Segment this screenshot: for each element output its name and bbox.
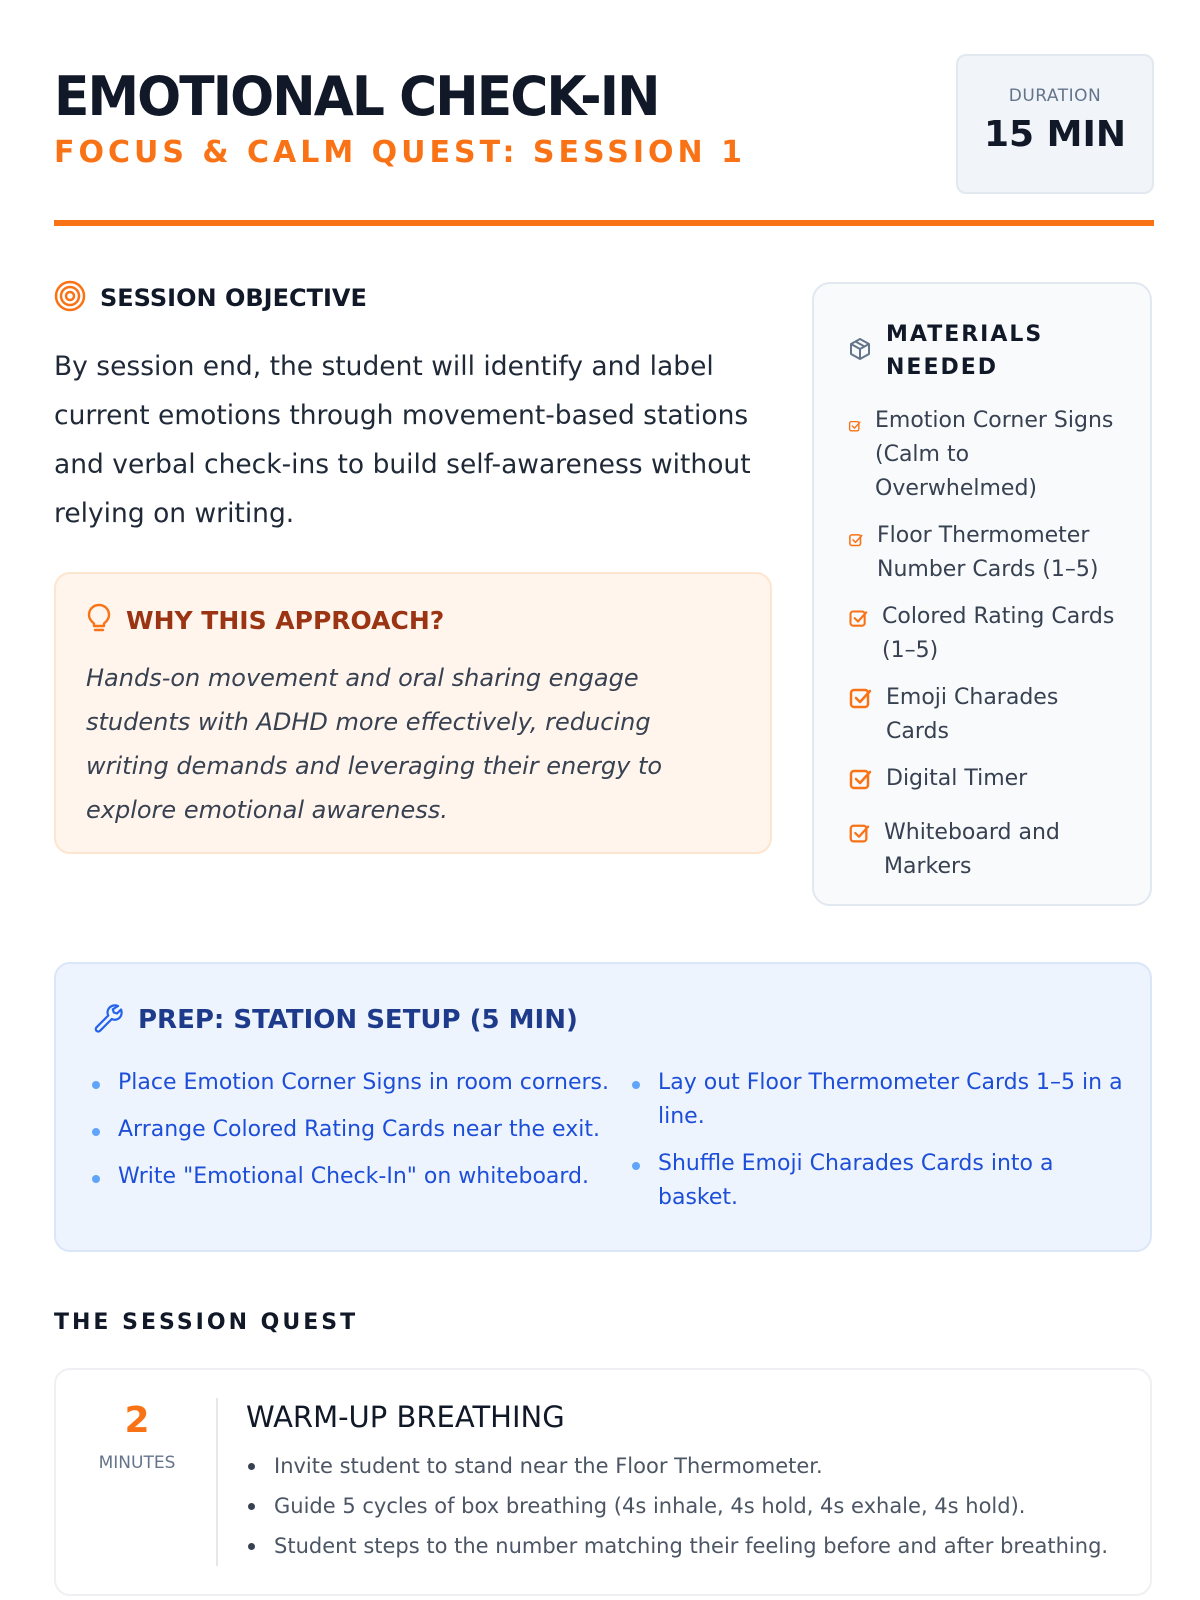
step-duration xyxy=(96,1400,178,1473)
prep-panel xyxy=(54,962,1152,1252)
list-item: Invite student to stand near the Floor Thermometer. xyxy=(246,1446,1126,1486)
material-label: Colored Rating Cards (1–5) xyxy=(882,604,1115,663)
duration-value: 15 MIN xyxy=(984,114,1126,155)
wrench-icon xyxy=(92,1002,124,1038)
list-item xyxy=(848,762,1126,803)
why-approach-callout xyxy=(54,572,772,854)
materials-list xyxy=(848,404,1126,884)
prep-list-right xyxy=(632,1066,1132,1228)
step-minutes: 2 xyxy=(124,1400,150,1441)
list-item xyxy=(848,816,1126,884)
page-subtitle: FOCUS & CALM QUEST: SESSION 1 xyxy=(54,135,746,170)
step-minutes-unit: MINUTES xyxy=(98,1453,176,1473)
list-item: Student steps to the number matching their feeling before and after breathing. xyxy=(246,1526,1126,1566)
step-bullets xyxy=(246,1446,1126,1566)
list-item xyxy=(848,519,1126,587)
quest-step xyxy=(54,1368,1152,1596)
list-item: Lay out Floor Thermometer Cards 1–5 in a line. xyxy=(632,1066,1132,1134)
duration-badge xyxy=(956,54,1154,194)
material-label: Emotion Corner Signs (Calm to Overwhelmed) xyxy=(875,408,1114,501)
why-text: Hands-on movement and oral sharing engage students with ADHD more effectively, reducing writing demands and leveraging their energy to explore emotional awareness. xyxy=(86,664,663,824)
why-heading: WHY THIS APPROACH? xyxy=(126,605,445,635)
list-item: Place Emotion Corner Signs in room corners. xyxy=(92,1066,632,1100)
checkbox-icon xyxy=(848,687,872,722)
step-divider xyxy=(216,1398,218,1566)
step-title: WARM-UP BREATHING xyxy=(246,1400,565,1434)
page-title: EMOTIONAL CHECK-IN xyxy=(54,65,659,128)
target-icon xyxy=(54,280,86,316)
list-item xyxy=(848,600,1126,668)
materials-heading: MATERIALS NEEDED xyxy=(886,322,1044,380)
header-divider xyxy=(54,220,1154,226)
prep-list-left xyxy=(92,1066,632,1228)
checkbox-icon xyxy=(848,525,863,559)
objective-heading: SESSION OBJECTIVE xyxy=(100,284,367,312)
list-item: Write "Emotional Check-In" on whiteboard. xyxy=(92,1160,632,1194)
material-label: Emoji Charades Cards xyxy=(886,685,1059,744)
checkbox-icon xyxy=(848,768,872,803)
list-item: Guide 5 cycles of box breathing (4s inhale, 4s hold, 4s exhale, 4s hold). xyxy=(246,1486,1126,1526)
objective-text: By session end, the student will identify and label current emotions through movement-based stations and verbal check-ins to build self-awareness without relying on writing. xyxy=(54,351,751,529)
duration-label: DURATION xyxy=(1008,86,1102,106)
session-objective xyxy=(54,280,774,538)
quest-heading: THE SESSION QUEST xyxy=(54,1310,359,1335)
prep-heading: PREP: STATION SETUP (5 MIN) xyxy=(138,1005,578,1035)
checkbox-icon xyxy=(848,606,868,640)
material-label: Digital Timer xyxy=(886,766,1028,791)
list-item: Arrange Colored Rating Cards near the exit. xyxy=(92,1113,632,1147)
page-header xyxy=(54,54,1154,229)
lightbulb-icon xyxy=(86,602,112,638)
package-icon xyxy=(848,337,872,365)
list-item xyxy=(848,404,1126,506)
checkbox-icon xyxy=(848,410,861,444)
material-label: Floor Thermometer Number Cards (1–5) xyxy=(877,523,1099,582)
checkbox-icon xyxy=(848,822,870,856)
material-label: Whiteboard and Markers xyxy=(884,820,1060,879)
list-item xyxy=(848,681,1126,749)
materials-panel xyxy=(812,282,1152,906)
list-item: Shuffle Emoji Charades Cards into a basket. xyxy=(632,1147,1132,1215)
